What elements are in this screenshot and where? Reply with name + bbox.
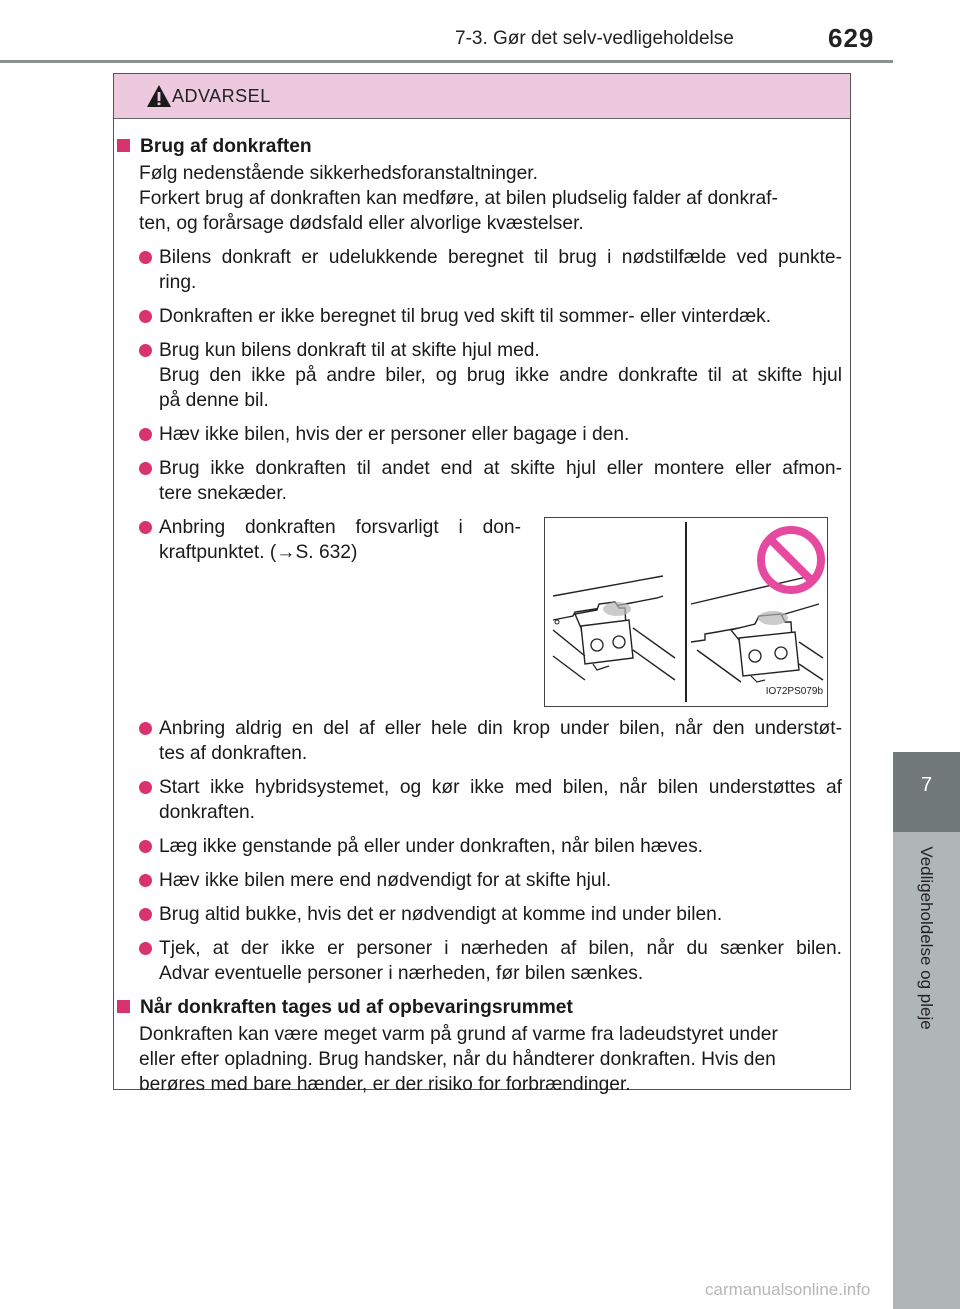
list-item: Brug kun bilens donkraft til at skifte hjul med. Brug den ikke på andre biler, og brug ikke andre donkrafte til at skifte hjul på denne bil. [114, 338, 850, 413]
bullet-dot-icon [139, 344, 152, 357]
chapter-side-tab [893, 0, 960, 1309]
chapter-number: 7 [920, 774, 933, 796]
list-item: Start ikke hybridsystemet, og kør ikke med bilen, når bilen understøttes af donkraften. [114, 775, 850, 825]
bullet-dot-icon [139, 874, 152, 887]
bullet-dot-icon [139, 251, 152, 264]
warning-title: ADVARSEL [172, 86, 271, 106]
bullet-dot-icon [139, 722, 152, 735]
warning-box [113, 73, 851, 1095]
chapter-title: Vedligeholdelse og pleje [917, 846, 936, 1030]
warning-triangle-icon [146, 84, 172, 108]
intro-paragraph: Følg nedenstående sikkerhedsforanstaltninger. Forkert brug af donkraften kan medføre, at bilen pludselig falder af donkraf- ten, og forårsage dødsfald eller alvorlige kvæstelser. [139, 163, 778, 234]
chapter-number-tab [893, 752, 960, 832]
list-item: Anbring aldrig en del af eller hele din krop under bilen, når den understøt- tes af donkraften. [114, 716, 850, 766]
list-item: Hæv ikke bilen, hvis der er personer eller bagage i den. [114, 422, 850, 447]
header-divider [0, 60, 893, 63]
bullet-dot-icon [139, 310, 152, 323]
square-bullet-icon [117, 139, 130, 152]
list-item: Læg ikke genstande på eller under donkraften, når bilen hæves. [114, 834, 850, 859]
page-number: 629 [828, 23, 875, 53]
section-heading: Når donkraften tages ud af opbevaringsrummet [114, 995, 850, 1020]
bullet-dot-icon [139, 781, 152, 794]
warning-header [114, 74, 850, 119]
section-heading: Brug af donkraften [114, 134, 850, 159]
storage-paragraph: Donkraften kan være meget varm på grund af varme fra ladeudstyret under eller efter opladning. Brug handsker, når du håndterer donkraften. Hvis den berøres med bare hænder, er der risiko for forbrændinger. [139, 1024, 778, 1095]
section-header: 7-3. Gør det selv-vedligeholdelse [455, 28, 734, 49]
list-item: Brug altid bukke, hvis det er nødvendigt at komme ind under bilen. [114, 902, 850, 927]
figure-caption: IO72PS079b [765, 686, 823, 697]
bullet-dot-icon [139, 521, 152, 534]
list-item: Bilens donkraft er udelukkende beregnet til brug i nødstilfælde ved punkte- ring. [114, 245, 850, 295]
bullet-dot-icon [139, 840, 152, 853]
bullet-dot-icon [139, 428, 152, 441]
bullet-dot-icon [139, 462, 152, 475]
list-item: Donkraften er ikke beregnet til brug ved skift til sommer- eller vinterdæk. [114, 304, 850, 329]
warning-content [114, 134, 850, 1097]
bullet-dot-icon [139, 908, 152, 921]
jack-diagram-icon [545, 518, 827, 706]
list-item: Tjek, at der ikke er personer i nærheden af bilen, når du sænker bilen. Advar eventuelle personer i nærheden, før bilen sænkes. [114, 936, 850, 986]
list-item: Brug ikke donkraften til andet end at skifte hjul eller montere eller afmon- tere snekæder. [114, 456, 850, 506]
watermark: carmanualsonline.info [705, 1280, 871, 1299]
square-bullet-icon [117, 1000, 130, 1013]
bullet-dot-icon [139, 942, 152, 955]
jack-placement-illustration [544, 517, 828, 707]
list-item: Hæv ikke bilen mere end nødvendigt for at skifte hjul. [114, 868, 850, 893]
list-item: Anbring donkraften forsvarligt i don- kraftpunktet. (→S. 632) [114, 515, 529, 565]
figure-row [114, 515, 850, 707]
